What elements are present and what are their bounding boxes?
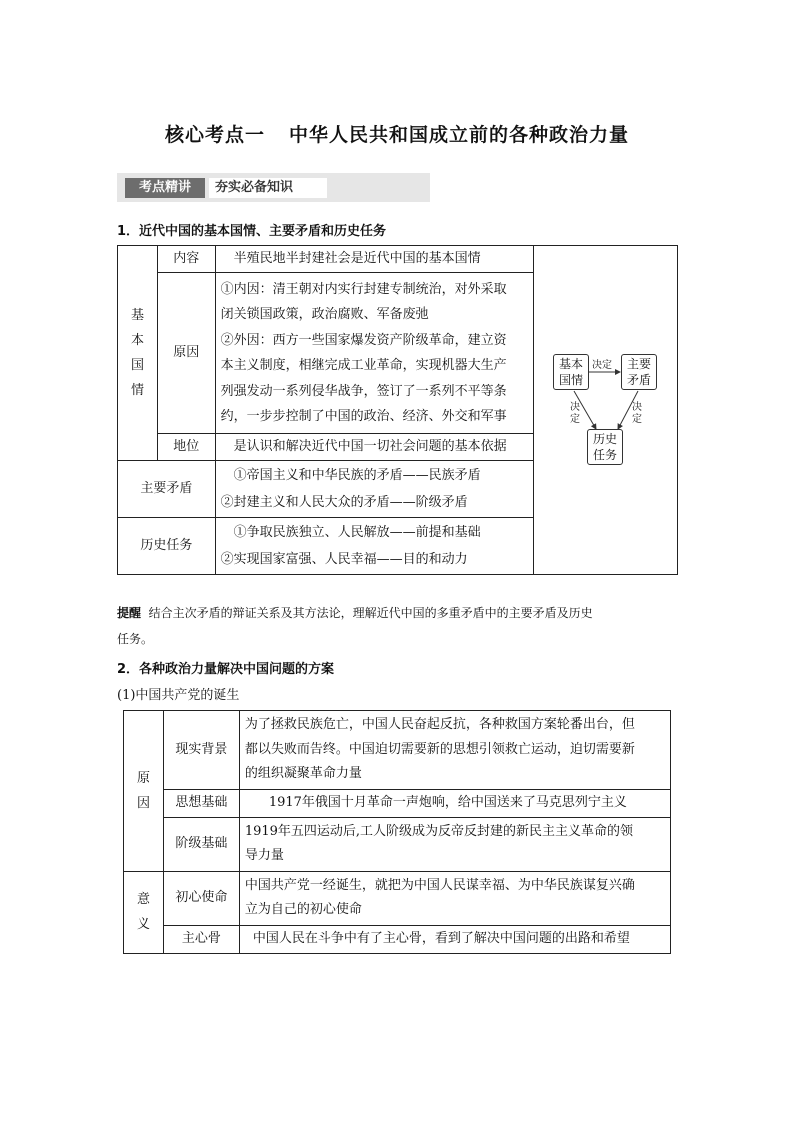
row-text-causes: ①内因：清王朝对内实行封建专制统治，对外采取 闭关锁国政策，政治腐败、军备废弛 ②外因：西方一些国家爆发资产阶级革命，建立资 本主义制度，相继完成工业革命，实现机器大生产 列强发动一系列侵华战争，签订了一系列不平等条 约，一步步控制了中国的政治、经济、外交和军事 xyxy=(215,273,533,434)
banner-tag: 考点精讲 xyxy=(125,178,205,198)
cpc-birth-table xyxy=(123,710,671,954)
tip-line-2: 任务。 xyxy=(117,632,154,646)
group-label-basic-conditions: 基 本 国 情 xyxy=(118,246,158,461)
tip-paragraph xyxy=(117,600,679,652)
section2-heading: 2．各种政治力量解决中国问题的方案 xyxy=(117,662,335,677)
row-text-background: 为了拯救民族危亡，中国人民奋起反抗，各种救国方案轮番出台，但 都以失败而告终。中国迫切需要新的思想引领救亡运动，迫切需要新 的组织凝聚革命力量 xyxy=(239,711,670,790)
diagram-box-basic-conditions: 基本 国情 xyxy=(553,354,589,390)
diagram-label-top: 决定 xyxy=(591,360,612,371)
row-label-causes: 原因 xyxy=(157,273,215,434)
page-title xyxy=(0,120,794,147)
row-text-class-basis: 1919年五四运动后,工人阶级成为反帝反封建的新民主主义革命的领 导力量 xyxy=(239,817,670,871)
row-text-original-mission: 中国共产党一经诞生，就把为中国人民谋幸福、为中华民族谋复兴确 立为自己的初心使命 xyxy=(239,871,670,925)
row-text-content: 半殖民地半封建社会是近代中国的基本国情 xyxy=(215,246,533,273)
row-label-class-basis: 阶级基础 xyxy=(163,817,239,871)
diagram-label-left: 决 定 xyxy=(569,402,580,425)
section1-heading: 1．近代中国的基本国情、主要矛盾和历史任务 xyxy=(117,224,387,239)
diagram-label-right: 决 定 xyxy=(631,402,642,425)
row-text-historical-task: ①争取民族独立、人民解放——前提和基础 ②实现国家富强、人民幸福——目的和动力 xyxy=(215,518,533,575)
diagram-box-main-contradiction: 主要 矛盾 xyxy=(621,354,657,390)
relationship-diagram xyxy=(533,246,677,575)
row-label-content: 内容 xyxy=(157,246,215,273)
title-right: 中华人民共和国成立前的各种政治力量 xyxy=(289,124,630,146)
row-label-historical-task: 历史任务 xyxy=(118,518,216,575)
diagram-arrows xyxy=(534,246,677,574)
row-text-status: 是认识和解决近代中国一切社会问题的基本依据 xyxy=(215,434,533,461)
row-text-ideological-basis: 1917年俄国十月革命一声炮响，给中国送来了马克思列宁主义 xyxy=(239,789,670,817)
tip-label: 提醒 xyxy=(117,606,142,620)
row-text-backbone: 中国人民在斗争中有了主心骨，看到了解决中国问题的出路和希望 xyxy=(239,925,670,953)
section-banner xyxy=(117,173,430,202)
banner-subtitle: 夯实必备知识 xyxy=(209,178,327,198)
row-label-background: 现实背景 xyxy=(163,711,239,790)
diagram-box-historical-task: 历史 任务 xyxy=(587,429,623,465)
section2-subheading: (1)中国共产党的诞生 xyxy=(117,688,240,703)
row-label-status: 地位 xyxy=(157,434,215,461)
title-left: 核心考点一 xyxy=(164,124,265,146)
row-label-backbone: 主心骨 xyxy=(163,925,239,953)
row-label-ideological-basis: 思想基础 xyxy=(163,789,239,817)
row-label-main-contradiction: 主要矛盾 xyxy=(118,461,216,518)
group-label-causes: 原 因 xyxy=(124,711,164,872)
row-label-original-mission: 初心使命 xyxy=(163,871,239,925)
group-label-significance: 意 义 xyxy=(124,871,164,953)
tip-line-1: 结合主次矛盾的辩证关系及其方法论，理解近代中国的多重矛盾中的主要矛盾及历史 xyxy=(148,606,593,620)
national-conditions-table xyxy=(117,245,678,575)
row-text-main-contradiction: ①帝国主义和中华民族的矛盾——民族矛盾 ②封建主义和人民大众的矛盾——阶级矛盾 xyxy=(215,461,533,518)
